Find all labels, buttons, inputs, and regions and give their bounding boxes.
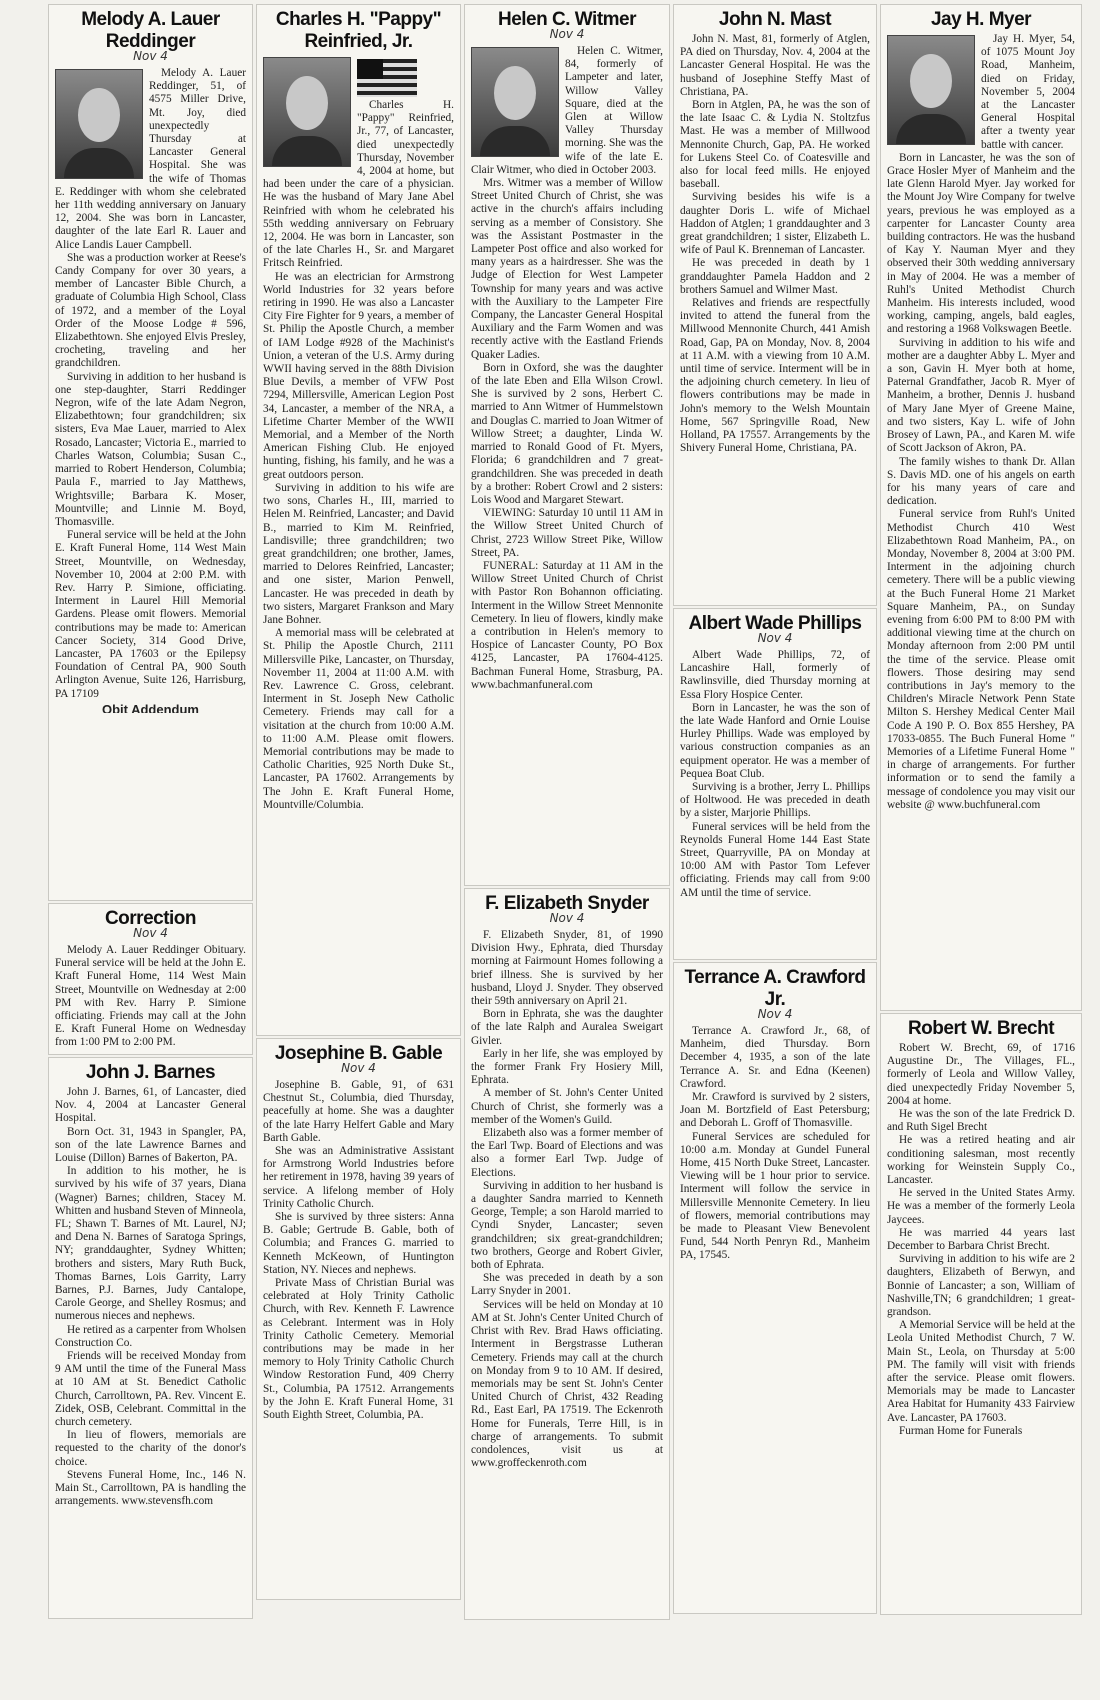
page-column [48,0,253,1700]
obituary-body [881,31,1081,812]
obituary-name-heading: John N. Mast [718,9,832,30]
obituary-paragraph: Private Mass of Christian Burial was celebrated at Holy Trinity Catholic Church, with Rev. Kenneth F. Lawrence as Celebrant. Interment was in Holy Trinity Catholic Cemetery. Memorial contributions may be made in her memory to Holy Trinity Catholic Church Window Restoration Fund, 409 Cherry St., Columbia, PA 17512. Arrangements by the John E. Kraft Funeral Home, 31 South Eighth Street, Columbia, PA. [263,1277,454,1422]
obituary-body [674,31,876,456]
portrait-shoulders [480,126,550,156]
obituary-paragraph: Surviving in addition to his wife are two sons, Charles H., III, married to Helen M. Reinfried, Lancaster; and David B., married to Kim M. Reinfried, Landisville; three grandchildren; two great grandchildren; one brother, James, married to Delores Reinfried, Lancaster; and one sister, Marion Penwell, Lancaster. He was preceded in death by two sisters, Margaret Frankson and Mary Jane Bohner. [263,481,454,626]
obituary-paragraph: He was a retired heating and air conditioning salesman, most recently working for Weinstein Supply Co., Lancaster. [887,1134,1075,1187]
obituary-clipping [673,4,877,606]
obituary-name-heading: Albert Wade Phillips [688,613,862,634]
obituary-paragraph: He was preceded in death by 1 granddaughter Pamela Haddon and 2 brothers Samuel and Wilmer Mast. [680,257,870,296]
obituary-paragraph: Born Oct. 31, 1943 in Spangler, PA, son of the late Lawrence Barnes and Louise (Dillon) Barnes of Bakerton, PA. [55,1125,246,1165]
obituary-paragraph: A Memorial Service will be held at the Leola United Methodist Church, 7 W. Main St., Leola, on Thursday at 5:00 PM. The family will visit with friends after the service. Please omit flowers. Memorials may be made to Lancaster Area Habitat for Humanity 433 Fairview Ave. Lancaster, PA 17603. [887,1319,1075,1424]
obituary-name-heading: Correction [104,908,197,929]
obituary-name-heading: Jay H. Myer [930,9,1032,30]
obituary-paragraph: He retired as a carpenter from Wholsen Construction Co. [55,1323,246,1349]
obituary-name-heading: Helen C. Witmer [497,9,637,30]
obituary-paragraph: Born in Atglen, PA, he was the son of the late Isaac C. & Lydia N. Stoltzfus Mast. He was a member of Millwood Mennonite Church, Gap, PA. He worked for Lukens Steel Co. of Coatesville and also for local feed mills. He enjoyed baseball. [680,99,870,191]
obituary-body [49,942,252,1050]
obituary-paragraph: She was an Administrative Assistant for Armstrong World Industries before her retirement in 1978, having 39 years of service. A lifelong member of Holy Trinity Catholic Church. [263,1145,454,1210]
obituary-paragraph: Mrs. Witmer was a member of Willow Street United Church of Christ, she was active in the church's affairs including serving as a member of Consistory. She was the Assistant Postmaster in the Lampeter Post office and also worked for many years as a hairdresser. She was the Judge of Election for West Lampeter Township for many years and was active with the Auxiliary to the Lampeter Fire Company, the Lancaster General Hospital Auxiliary and the Farm Women and was recently active with the Eastland Friends Quaker Ladies. [471,177,663,361]
obituary-paragraph: Funeral service from Ruhl's United Methodist Church 410 West Elizabethtown Road Manheim, PA., on Monday, November 8, 2004 at 3:00 PM. Interment in the adjoining church cemetery. There will be a public viewing at the Buch Funeral Home 21 Market Square Manheim, PA., on Sunday evening from 6:00 PM to 8:00 PM with additional viewing time at the church on Monday afternoon from 2:00 PM until the time of the service. Please omit flowers. Those desiring may send contributions in Jay's memory to the Children's Miracle Network Penn State Milton S. Hershey Medical Center Mail Code A 190 P. O. Box 855 Hershey, PA 17033-0855. The Buch Funeral Home " Memories of a Lifetime Funeral Home " in charge of arrangements. For further information or to send the family a message of condolence you may visit our website @ www.buchfuneral.com [887,508,1075,811]
obituary-paragraph: F. Elizabeth Snyder, 81, of 1990 Division Hwy., Ephrata, died Thursday morning at Fairmount Homes following a brief illness. She is survived by her husband, Lloyd J. Snyder. They observed their 59th anniversary on April 21. [471,929,663,1008]
obituary-paragraph: Surviving in addition to her husband is a daughter Sandra married to Kenneth George, Temple; a son Harold married to Cyndi Snyder, Lancaster; seven grandchildren; six great-grandchildren; two brothers, George and Robert Givler, both of Ephrata. [471,1179,663,1272]
obituary-paragraph: Born in Lancaster, he was the son of Grace Hosler Myer of Manheim and the late Glenn Harold Myer. Jay worked for the Mount Joy Wire Company for twelve years, previous he was employed as a carpenter for Lancaster County area building contractors. He was the husband of Kay Y. Nauman Myer and they observed their 30th wedding anniversary in May of 2004. He was a member of Ruhl's United Methodist Church Manheim. His interests included, wood working, camping, angels, bald eagles, and restoring a 1968 Volkswagen Beetle. [887,151,1075,336]
obituary-clipping [880,1013,1082,1615]
handwritten-date-note: Nov 4 [549,911,585,925]
obituary-name-heading: F. Elizabeth Snyder [485,893,649,914]
handwritten-date-note: Nov 4 [549,27,585,41]
page-column [256,0,461,1700]
obituary-body [257,1077,460,1422]
obituary-paragraph: Jay H. Myer, 54, of 1075 Mount Joy Road, Manheim, died on Friday, November 5, 2004 at the Lancaster General Hospital after a twenty year battle with cancer. [981,33,1075,151]
obituary-clipping [464,888,670,1620]
obituary-paragraph: Stevens Funeral Home, Inc., 146 N. Main St., Carrolltown, PA is handling the arrangements. www.stevensfh.com [55,1468,246,1508]
obituary-body [881,1040,1081,1438]
obituary-clipping [673,962,877,1614]
portrait-photo [263,57,351,167]
obituary-paragraph: Friends will be received Monday from 9 AM until the time of the Funeral Mass at 10 AM at St. Benedict Catholic Church, Carrolltown, PA. Rev. Vincent E. Zidek, OSB, Celebrant. Committal in the church cemetery. [55,1350,246,1429]
portrait-photo [55,69,143,179]
handwritten-date-note: Nov 4 [133,49,168,63]
portrait-shoulders [272,136,342,166]
handwritten-date-note: Nov 4 [133,926,168,940]
obituary-paragraph: VIEWING: Saturday 10 until 11 AM in the Willow Street United Church of Christ, 2723 Willow Street Pike, Willow Street, PA. [471,507,663,559]
obituary-paragraph: Albert Wade Phillips, 72, of Lancashire Hall, formerly of Rawlinsville, died Thursday morning at Essa Flory Hospice Center. [680,649,870,701]
obituary-name-heading: John J. Barnes [85,1062,216,1083]
obituary-paragraph: Terrance A. Crawford Jr., 68, of Manheim, died Thursday. Born December 4, 1935, a son of the late Terrance A. Sr. and Edna (Keenen) Crawford. [680,1025,870,1090]
portrait-shoulders [64,148,134,178]
obituary-paragraph: Robert W. Brecht, 69, of 1716 Augustine Dr., The Villages, FL., formerly of Leola and Willow Valley, died unexpectedly Friday November 5, 2004 at home. [887,1042,1075,1107]
obituary-name-heading: Charles H. "Pappy" Reinfried, Jr. [275,9,442,52]
portrait-photo [471,47,559,157]
obituary-paragraph: Surviving is a brother, Jerry L. Phillips of Holtwood. He was preceded in death by a sister, Marjorie Phillips. [680,781,870,820]
portrait-shoulders [896,114,966,144]
obituary-paragraph: She was preceded in death by a son Larry Snyder in 2001. [471,1272,663,1298]
obituary-paragraph: He served in the United States Army. He was a member of the formerly Leola Jaycees. [887,1187,1075,1226]
obituary-paragraph: Furman Home for Funerals [899,1424,1023,1437]
obituary-name-heading: Melody A. Lauer Reddinger [81,9,220,52]
obituary-paragraph: In lieu of flowers, memorials are requested to the charity of the donor's choice. [55,1429,246,1468]
cut-off-heading: Obit Addendum [101,702,199,713]
obituary-body [465,927,669,1470]
handwritten-date-note: Nov 4 [757,1007,793,1021]
obituary-paragraph: He was the son of the late Fredrick D. and Ruth Sigel Brecht [887,1108,1075,1134]
obituary-clipping [48,903,253,1055]
obituary-paragraph: Charles H. "Pappy" Reinfried, Jr., 77, of Lancaster, died unexpectedly Thursday, November 4, 2004 at home, but had been under the care of a physician. He was the husband of Mary Jane Abel Reinfried with whom he celebrated his 55th wedding anniversary on February 12, 2004. He was born in Lancaster, son of the late Charles H., Sr. and Margaret Fritsch Reinfried. [263,99,454,270]
handwritten-date-note: Nov 4 [757,631,793,645]
obituary-clipping [464,4,670,886]
obituary-clipping [48,4,253,901]
obituary-clipping [673,608,877,960]
portrait-face [494,66,536,120]
obituary-paragraph: Relatives and friends are respectfully invited to attend the funeral from the Millwood Mennonite Church, 441 Amish Road, Gap, PA on Monday, Nov. 8, 2004 at 11 A.M. with a viewing from 10 A.M. until time of service. Interment will be in the adjoining church cemetery. In lieu of flowers contributions may be made in John's memory to the Welsh Mountain Home, 567 Springville Road, New Holland, PA 17557. Arrangements by the Shivery Funeral Home, Christiana, PA. [680,297,870,455]
obituary-paragraph: A member of St. John's Center United Church of Christ, she formerly was a member of the Women's Guild. [471,1087,663,1126]
obituary-paragraph: She is survived by three sisters: Anna B. Gable; Gertrude B. Gable, both of Columbia; and Frances G. married to Kenneth McKeown, of Huntington Station, NY. Nieces and nephews. [263,1211,454,1276]
obituary-name-heading: Josephine B. Gable [274,1043,443,1064]
portrait-face [78,88,120,142]
obituary-body [674,1023,876,1263]
obituary-paragraph: Born in Oxford, she was the daughter of the late Eben and Ella Wilson Crowl. She is survived by 2 sons, Herbert C. married to Ann Witmer of Hummelstown and Douglas C. married to Joan Witmer of Willow Street; a daughter, Linda W. married to Ronald Good of Ft. Myers, Florida; 6 grandchildren and 7 great-grandchildren. She was preceded in death by a brother: Robert Crowl and 2 sisters: Lois Wood and Margaret Stewart. [471,361,663,506]
obituary-paragraph: Surviving in addition to her husband is one step-daughter, Starri Reddinger Negron, wife of the late Adam Negron, Elizabethtown; four grandchildren; six sisters, Eva Mae Lauer, married to Alex Rosado, Lancaster; Victoria E., married to Charles Watson, Columbia; Susan C., married to Robert Henderson, Columbia; Paula F., married to Jay Matthews, Wrightsville; Barbara K. Moser, Mountville; and Linnie M. Boyd, Thomasville. [55,370,246,528]
obituary-paragraph: Early in her life, she was employed by the former Frank Fry Hosiery Mill, Ephrata. [471,1047,663,1087]
obituary-paragraph: FUNERAL: Saturday at 11 AM in the Willow Street United Church of Christ with Pastor Ron Bohannon officiating. Interment in the Willow Street Mennonite Cemetery. In lieu of flowers, kindly make a contribution in Helen's memory to Hospice of Lancaster County, PO Box 4125, Lancaster, PA 17604-4125. Bachman Funeral Home, Strasburg, PA. www.bachmanfuneral.com [471,559,663,691]
obituary-paragraph: Born in Ephrata, she was the daughter of the late Ralph and Auralea Sweigart Givler. [471,1008,663,1047]
obituary-paragraph: He was an electrician for Armstrong World Industries for 32 years before retiring in 1990. He was also a Lancaster City Fire Fighter for 9 years, a member of St. Philip the Apostle Church, a member of IAM Lodge #928 of the Machinist's Union, a veteran of the U.S. Army during WWII having served in the 88th Division Blue Devils, a member of VFW Post 7294, Millersville, American Legion Post 34, Lancaster, a member of the NRA, a Lifetime Charter Member of the WWII Memorial, and a Member of the North American Fishing Club. He enjoyed hunting, fishing, his family, and he was a great outdoors person. [263,270,454,481]
obituary-paragraph: Funeral service will be held at the John E. Kraft Funeral Home, 114 West Main Street, Mountville, on Wednesday, November 10, 2004 at 2:00 P.M. with Rev. Harry P. Simione, officiating. Interment in Laurel Hill Memorial Gardens. Please omit flowers. Memorial contributions may be made to: American Cancer Society, 314 Good Drive, Lancaster, PA 17603 or the Epilepsy Foundation of Central PA, 900 South Arlington Avenue, Suite 126, Harrisburg, PA 17109 [55,529,246,700]
portrait-photo [887,35,975,145]
obituary-name-heading: Terrance A. Crawford Jr. [684,967,866,1010]
obituary-paragraph: Surviving in addition to his wife are 2 daughters, Elizabeth of Berwyn, and Bonnie of Lancaster; a son, William of Nashville,TN; 6 grandchildren; 1 great-grandson. [887,1253,1075,1319]
obituary-body [49,1084,252,1509]
page-column [880,0,1082,1700]
obituary-paragraph: Melody A. Lauer Reddinger, 51, of 4575 Miller Drive, Mt. Joy, died unexpectedly Thursday at Lancaster General Hospital. She was the wife of Thomas E. Reddinger with whom she celebrated her 11th wedding anniversary on January 12, 2004. She was born in Lancaster, daughter of the late Earl R. Lauer and Alice Landis Lauer Campbell. [55,67,246,251]
obituary-clipping [256,4,461,1036]
obituary-paragraph: Mr. Crawford is survived by 2 sisters, Joan M. Bortzfield of East Petersburg; and Deborah L. Groff of Thomasville. [680,1091,870,1130]
page-column [464,0,670,1700]
obituary-paragraph: Surviving in addition to his wife and mother are a daughter Abby L. Myer and a son, Gavin H. Myer both at home, Paternal Grandfather, Jacob R. Myer of Manheim, a brother, Dennis J. husband of Mary Jane Myer of Greene Maine, and two sisters, Kay L. wife of John Brosey of Lawn, PA., and Karen M. wife of Scott Jackson of Akron, PA. [887,336,1075,455]
obituary-body [465,43,669,692]
obituary-name-heading: Robert W. Brecht [907,1018,1055,1039]
handwritten-date-note: Nov 4 [341,1061,376,1075]
obituary-paragraph: Surviving besides his wife is a daughter Doris L. wife of Michael Haddon of Atglen; 1 granddaughter and 3 great grandchildren; 1 sister, Elizabeth L. wife of Paul K. Brenneman of Lancaster. [680,191,870,257]
obituary-clipping [880,4,1082,1011]
obituary-body [257,53,460,812]
obituary-paragraph: In addition to his mother, he is survived by his wife of 37 years, Diana (Wagner) Barnes; children, Stacey M. Whitten and husband Steven of Minneola, FL; Shawn T. Barnes of Mt. Laurel, NJ; and Dena N. Barnes of Saratoga Springs, NY; granddaughter, Sydney Whitten; brothers and sisters, Mary Ruth Buck, Thomas Barnes, Lois Garrity, Larry Barnes, P.J. Barnes, Judy Cantalope, Carole George, and Shelley Rosmus; and numerous nieces and nephews. [55,1165,246,1323]
obituary-paragraph: Funeral Services are scheduled for 10:00 a.m. Monday at Gundel Funeral Home, 415 North Duke Street, Lancaster. Viewing will be 1 hour prior to service. Interment will follow the service in Millersville Mennonite Cemetery. In lieu of flowers, memorial contributions may be made to Pleasant View Benevolent Fund, 544 North Penryn Rd., Manheim PA, 17545. [680,1130,870,1262]
obituary-paragraph: Melody A. Lauer Reddinger Obituary. Funeral service will be held at the John E. Kraft Funeral Home, 114 West Main Street, Mountville on Wednesday at 2:00 PM with Rev. Harry P. Simione officiating. Friends may call at the John E. Kraft Funeral Home on Wednesday from 1:00 PM to 2:00 PM. [55,944,246,1049]
obituary-paragraph: Josephine B. Gable, 91, of 631 Chestnut St., Columbia, died Thursday, peacefully at home. She was a daughter of the late Harry Helfert Gable and Mary Barth Gable. [263,1079,454,1144]
obituary-paragraph: John N. Mast, 81, formerly of Atglen, PA died on Thursday, Nov. 4, 2004 at the Lancaster General Hospital. He was the husband of Josephine Steffy Mast of Christiana, PA. [680,33,870,98]
obituary-body [49,65,252,713]
obituary-paragraph: The family wishes to thank Dr. Allan S. Davis MD. one of his angels on earth for his many years of care and dedication. [887,455,1075,508]
obituary-paragraph: Services will be held on Monday at 10 AM at St. John's Center United Church of Christ with Rev. Brad Haws officiating. Interment in Bergstrasse Lutheran Cemetery. Friends may call at the church on Monday from 9 to 10 AM. If desired, memorials may be sent St. John's Center United Church of Christ, 432 Reading Rd., East Earl, PA 17519. The Eckenroth Home for Funerals, Terre Hill, is in charge of arrangements. To submit condolences, visit us at www.groffeckenroth.com [471,1298,663,1470]
obituary-clipping [48,1057,253,1619]
obituary-clipping [256,1038,461,1600]
portrait-face [286,76,328,130]
portrait-face [910,54,952,108]
obituary-paragraph: Funeral services will be held from the Reynolds Funeral Home 144 East State Street, Quarryville, PA on Monday at 10:00 AM with Pastor Tom Lefever officiating. Friends may call from 9:00 AM until the time of service. [680,820,870,899]
american-flag-icon [357,59,417,97]
obituary-paragraph: A memorial mass will be celebrated at St. Philip the Apostle Church, 2111 Millersville Pike, Lancaster, on Thursday, November 11, 2004 at 11:00 A.M. with Rev. Lawrence C. Gross, celebrant. Interment in St. Joseph New Catholic Cemetery. Friends may call for a visitation at the church from 10:00 A.M. to 11:00 A.M. Please omit flowers. Memorial contributions may be made to Catholic Charities, 925 North Duke St., Lancaster, PA 17602. Arrangements by The John E. Kraft Funeral Home, Mountville/Columbia. [263,627,454,811]
obituary-paragraph: Helen C. Witmer, 84, formerly of Lampeter and later, Willow Valley Square, died at the Glen at Willow Valley Thursday morning. She was the wife of the late E. Clair Witmer, who died in October 2003. [471,45,663,176]
page-column [673,0,877,1700]
obituary-body [674,647,876,900]
obituary-paragraph: She was a production worker at Reese's Candy Company for over 30 years, a member of Lancaster Bible Church, a graduate of Columbia High School, Class of 1972, and a member of the Loyal Order of the Moose Lodge # 596, Elizabethtown. She enjoyed Elvis Presley, crocheting, traveling and her grandchildren. [55,251,246,370]
obituary-paragraph: John J. Barnes, 61, of Lancaster, died Nov. 4, 2004 at Lancaster General Hospital. [55,1086,246,1125]
obituary-paragraph: Born in Lancaster, he was the son of the late Wade Hanford and Ornie Louise Hurley Phillips. Wade was employed by various construction companies as an equipment operator. He was a member of Pequea Boat Club. [680,701,870,780]
obituary-paragraph: Elizabeth also was a former member of the Earl Twp. Board of Elections and was also a former Earl Twp. Judge of Elections. [471,1127,663,1179]
obituary-paragraph: He was married 44 years last December to Barbara Christ Brecht. [887,1226,1075,1253]
